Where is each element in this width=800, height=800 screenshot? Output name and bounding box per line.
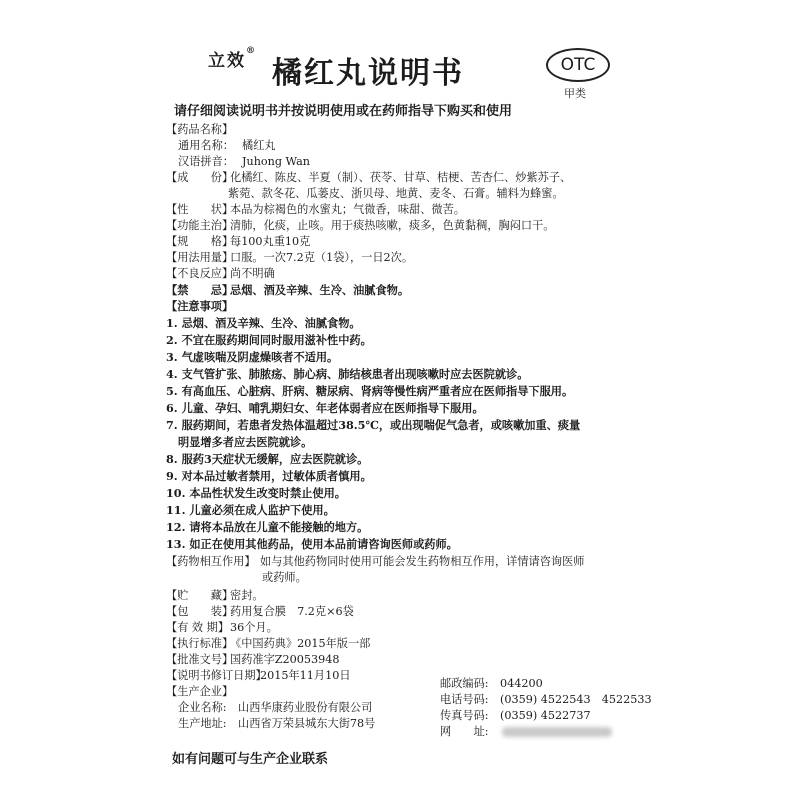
mfr-phone-row <box>440 692 652 708</box>
package-value: 药用复合膜 7.2克×6袋 <box>230 605 354 618</box>
precaution-item: 5. 有高血压、心脏病、肝病、糖尿病、肾病等慢性病严重者应在医师指导下服用。 <box>166 384 574 398</box>
mfr-web-row <box>440 724 612 740</box>
indication-row <box>166 218 554 234</box>
mfr-name-value: 山西华康药业股份有限公司 <box>238 701 373 714</box>
precaution-item-continued: 明显增多者应去医院就诊。 <box>178 435 313 449</box>
usage-notice: 请仔细阅读说明书并按说明使用或在药师指导下购买和使用 <box>174 104 513 119</box>
brand-logo <box>208 46 257 71</box>
common-name-row <box>178 138 276 154</box>
registered-mark: ® <box>246 46 257 56</box>
revision-label: 【说明书修订日期】 <box>166 669 267 682</box>
mfr-phone-label: 电话号码: <box>440 693 489 706</box>
mfr-address-row <box>178 716 375 732</box>
standard-row <box>166 636 370 652</box>
adverse-row <box>166 266 275 282</box>
precaution-item: 13. 如正在使用其他药品，使用本品前请咨询医师或药师。 <box>166 537 458 551</box>
precaution-item: 10. 本品性状发生改变时禁止使用。 <box>166 486 346 500</box>
contra-label: 【禁 忌】 <box>166 283 234 297</box>
revision-row <box>166 668 351 684</box>
manufacturer-heading: 【生产企业】 <box>166 685 234 698</box>
adverse-value: 尚不明确 <box>230 267 275 280</box>
spec-label: 【规 格】 <box>166 235 234 248</box>
indication-label: 【功能主治】 <box>166 219 234 232</box>
interaction-row <box>166 554 584 570</box>
contra-row <box>166 282 409 298</box>
validity-row <box>166 620 278 636</box>
precaution-item: 4. 支气管扩张、肺脓疡、肺心病、肺结核患者出现咳嗽时应去医院就诊。 <box>166 367 529 381</box>
mfr-fax-value: (0359) 4522737 <box>500 709 591 722</box>
mfr-web-label: 网 址: <box>440 725 489 738</box>
precaution-item: 12. 请将本品放在儿童不能接触的地方。 <box>166 520 369 534</box>
interaction-line-1: 如与其他药物同时使用可能会发生药物相互作用，详情请咨询医师 <box>260 555 585 568</box>
mfr-fax-label: 传真号码: <box>440 709 489 722</box>
mfr-name-label: 企业名称: <box>178 701 227 714</box>
precaution-item: 11. 儿童必须在成人监护下使用。 <box>166 503 335 517</box>
approval-value: 国药准字Z20053948 <box>230 653 340 666</box>
validity-value: 36个月。 <box>230 621 278 634</box>
otc-class: 甲类 <box>564 87 586 100</box>
drug-name-heading: 【药品名称】 <box>166 123 234 136</box>
composition-row <box>166 170 571 186</box>
spec-value: 每100丸重10克 <box>230 235 311 248</box>
pinyin-label: 汉语拼音： <box>178 155 234 168</box>
pinyin-row <box>178 154 310 170</box>
blurred-website <box>502 727 612 737</box>
storage-value: 密封。 <box>230 589 264 602</box>
spec-row <box>166 234 310 250</box>
mfr-address-label: 生产地址: <box>178 717 227 730</box>
precaution-item: 7. 服药期间，若患者发热体温超过38.5℃，或出现喘促气急者，或咳嗽加重、痰量 <box>166 418 581 432</box>
approval-label: 【批准文号】 <box>166 653 234 666</box>
mfr-name-row <box>178 700 372 716</box>
character-label: 【性 状】 <box>166 203 234 216</box>
common-name-label: 通用名称： <box>178 139 234 152</box>
revision-value: 2015年11月10日 <box>260 669 351 682</box>
usage-label: 【用法用量】 <box>166 251 234 264</box>
mfr-postcode-value: 044200 <box>500 677 543 690</box>
indication-value: 清肺，化痰，止咳。用于痰热咳嗽，痰多，色黄黏稠，胸闷口干。 <box>230 219 555 232</box>
usage-row <box>166 250 413 266</box>
contra-value: 忌烟、酒及辛辣、生冷、油腻食物。 <box>230 283 410 297</box>
mfr-phone-value: (0359) 4522543 4522533 <box>500 693 652 706</box>
precaution-item: 2. 不宜在服药期间同时服用滋补性中药。 <box>166 333 372 347</box>
adverse-label: 【不良反应】 <box>166 267 234 280</box>
storage-row <box>166 588 264 604</box>
precaution-item: 9. 对本品过敏者禁用，过敏体质者慎用。 <box>166 469 372 483</box>
usage-value: 口服。一次7.2克（1袋），一日2次。 <box>230 251 414 264</box>
mfr-postcode-row <box>440 676 543 692</box>
contact-footer: 如有问题可与生产企业联系 <box>172 752 329 767</box>
otc-badge: OTC <box>546 48 610 82</box>
interaction-label: 【药物相互作用】 <box>166 555 256 568</box>
brand-name: 立效 <box>208 51 246 71</box>
composition-line-2: 紫菀、款冬花、瓜蒌皮、浙贝母、地黄、麦冬、石膏。辅料为蜂蜜。 <box>228 187 564 200</box>
package-label: 【包 装】 <box>166 605 234 618</box>
precaution-item: 6. 儿童、孕妇、哺乳期妇女、年老体弱者应在医师指导下服用。 <box>166 401 484 415</box>
character-row <box>166 202 465 218</box>
approval-row <box>166 652 339 668</box>
pinyin-value: Juhong Wan <box>242 155 310 168</box>
composition-label: 【成 份】 <box>166 171 234 184</box>
composition-line-1: 化橘红、陈皮、半夏（制）、茯苓、甘草、桔梗、苦杏仁、炒紫苏子、 <box>230 171 572 184</box>
storage-label: 【贮 藏】 <box>166 589 234 602</box>
common-name-value: 橘红丸 <box>242 139 276 152</box>
interaction-line-2: 或药师。 <box>262 571 307 584</box>
precaution-item: 8. 服药3天症状无缓解，应去医院就诊。 <box>166 452 369 466</box>
character-value: 本品为棕褐色的水蜜丸；气微香，味甜、微苦。 <box>230 203 465 216</box>
package-row <box>166 604 354 620</box>
mfr-address-value: 山西省万荣县城东大街78号 <box>238 717 376 730</box>
validity-label: 【有 效 期】 <box>166 621 230 634</box>
precautions-heading: 【注意事项】 <box>166 299 234 313</box>
mfr-fax-row <box>440 708 591 724</box>
mfr-postcode-label: 邮政编码: <box>440 677 489 690</box>
standard-value: 《中国药典》2015年版一部 <box>230 637 371 650</box>
standard-label: 【执行标准】 <box>166 637 234 650</box>
leaflet-title: 橘红丸说明书 <box>272 56 464 91</box>
precaution-item: 3. 气虚咳喘及阴虚燥咳者不适用。 <box>166 350 339 364</box>
precaution-item: 1. 忌烟、酒及辛辣、生冷、油腻食物。 <box>166 316 361 330</box>
